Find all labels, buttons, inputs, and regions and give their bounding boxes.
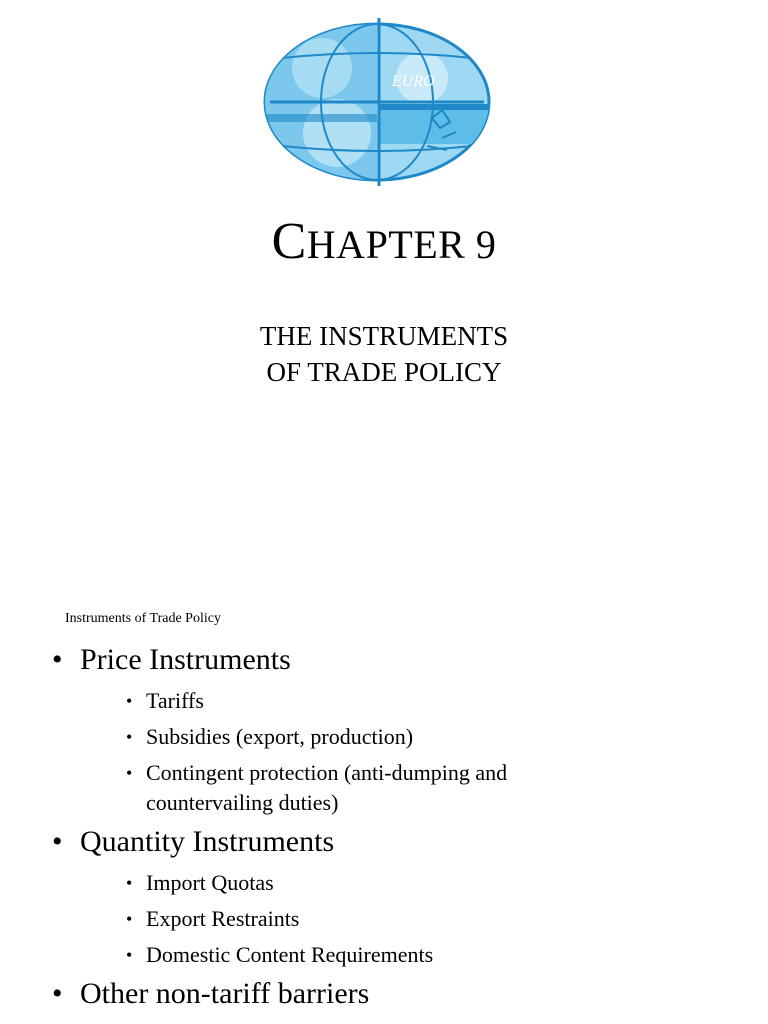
sub-bullet-text: Subsidies (export, production) bbox=[146, 724, 414, 749]
bullet-level2 bbox=[0, 722, 586, 752]
sub-bullet-text: Tariffs bbox=[146, 688, 204, 713]
sub-bullet-text: Export Restraints bbox=[146, 906, 300, 931]
bullet-level2 bbox=[0, 940, 586, 970]
bullet-level2 bbox=[0, 686, 586, 716]
content-slide bbox=[0, 560, 768, 1024]
bullet-text: Other non-tariff barriers bbox=[80, 977, 370, 1010]
bullet-text: Price Instruments bbox=[80, 643, 291, 676]
slide-header: Instruments of Trade Policy bbox=[65, 611, 221, 626]
bullet-level1 bbox=[0, 974, 768, 1014]
bullet-level2 bbox=[0, 868, 586, 898]
sub-bullet-text: Contingent protection (anti-dumping and countervailing duties) bbox=[146, 760, 508, 815]
bullet-level2 bbox=[0, 758, 586, 818]
sub-bullet-marker: • bbox=[126, 873, 133, 893]
sub-bullet-marker: • bbox=[126, 909, 133, 929]
sub-bullet-text: Domestic Content Requirements bbox=[146, 942, 434, 967]
bullet-marker: • bbox=[52, 825, 63, 858]
sub-bullet-marker: • bbox=[126, 691, 133, 711]
chapter-subtitle: THE INSTRUMENTS OF TRADE POLICY bbox=[259, 321, 509, 387]
sub-bullet-marker: • bbox=[126, 763, 133, 783]
svg-text:EURO: EURO bbox=[392, 73, 435, 90]
chapter-title: CHAPTER 9 bbox=[271, 213, 497, 270]
bullet-level1 bbox=[0, 822, 768, 862]
bullet-marker: • bbox=[52, 977, 63, 1010]
globe-logo-icon bbox=[262, 18, 492, 186]
bullet-list bbox=[0, 640, 768, 1014]
sub-bullet-marker: • bbox=[126, 727, 133, 747]
sub-bullet-text: Import Quotas bbox=[146, 870, 274, 895]
bullet-level2 bbox=[0, 904, 586, 934]
bullet-text: Quantity Instruments bbox=[80, 825, 335, 858]
bullet-marker: • bbox=[52, 643, 63, 676]
sub-bullet-marker: • bbox=[126, 945, 133, 965]
bullet-level1 bbox=[0, 640, 768, 680]
